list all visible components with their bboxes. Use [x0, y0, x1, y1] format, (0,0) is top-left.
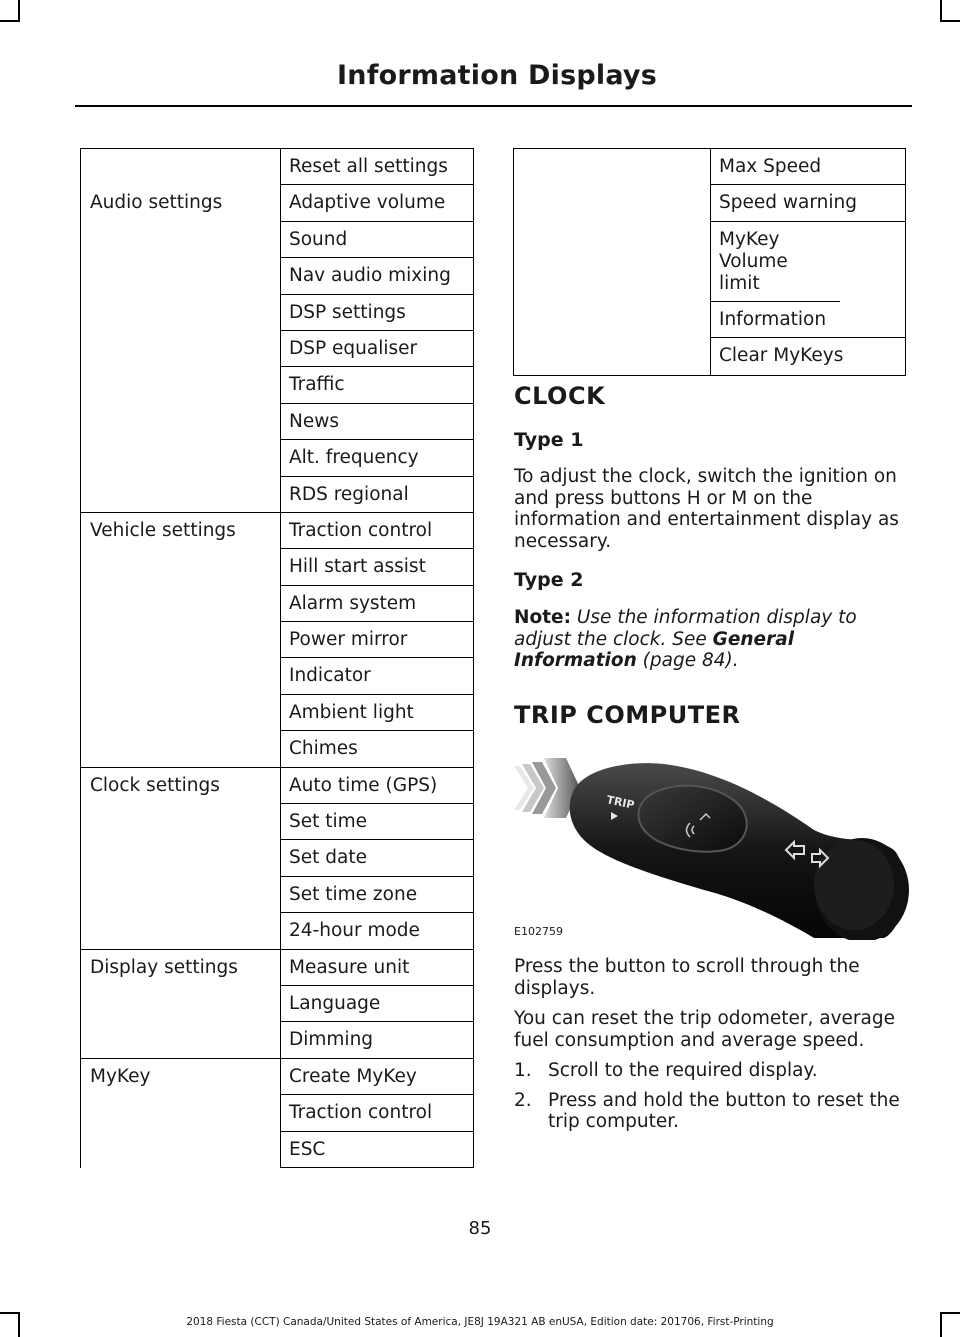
table-cell: Power mirror [280, 622, 474, 658]
settings-table [80, 148, 474, 1168]
table-cell: Speed warning [710, 185, 905, 221]
table-cell: Alarm system [280, 586, 474, 622]
table-right-rule [473, 1059, 474, 1168]
table-category: Vehicle settings [90, 519, 236, 541]
table-items [280, 768, 474, 950]
table-left-rule [80, 768, 81, 950]
table-cell: Alt. frequency [280, 440, 474, 476]
list-item-text: Scroll to the required display. [548, 1060, 818, 1081]
table-category: Display settings [90, 956, 238, 978]
table-items [280, 185, 474, 513]
table-items [280, 950, 474, 1059]
crop-mark [940, 0, 942, 22]
table-cell: Hill start assist [280, 549, 474, 585]
page-title: Information Displays [337, 60, 657, 91]
table-right-rule [473, 185, 474, 513]
table-category: Clock settings [90, 774, 220, 796]
table-cell: Create MyKey [280, 1059, 474, 1095]
table-cell: DSP settings [280, 295, 474, 331]
note-reference-link[interactable]: General Information [514, 628, 795, 671]
table-left-rule [80, 149, 81, 185]
table-cell: Language [280, 986, 474, 1022]
trip-button-stalk-illustration [514, 750, 909, 940]
page-number: 85 [468, 1218, 492, 1239]
table-group-reset [80, 149, 474, 185]
table-right-rule [473, 513, 474, 768]
table-category: Audio settings [90, 192, 223, 214]
list-item-text: Press and hold the button to reset the trip computer. [548, 1089, 900, 1132]
type2-heading: Type 2 [514, 569, 584, 591]
table-cell: Sound [280, 222, 474, 258]
note-page: (page 84). [642, 650, 739, 671]
table-cell: MyKey Volume limit [710, 222, 840, 302]
table-cell: Auto time (GPS) [280, 768, 474, 804]
table-cell: Chimes [280, 731, 474, 767]
table-items [280, 149, 474, 185]
table-cell: 24-hour mode [280, 913, 474, 949]
table-cell: Measure unit [280, 950, 474, 986]
table-cell: Set time zone [280, 877, 474, 913]
trip-steps-list [514, 1060, 909, 1141]
header-rule [75, 105, 912, 107]
table-group [80, 950, 474, 1059]
trip-paragraph-1: Press the button to scroll through the displays. [514, 956, 860, 999]
figure-id: E102759 [514, 925, 563, 938]
table-cell: Adaptive volume [280, 185, 474, 221]
table-cell: Max Speed [710, 149, 905, 185]
table-cell: Traction control [280, 1095, 474, 1131]
table-cell: Dimming [280, 1022, 474, 1058]
table-cell: Set date [280, 840, 474, 876]
table-cell: Nav audio mixing [280, 258, 474, 294]
table-cell: DSP equaliser [280, 331, 474, 367]
table-group [80, 513, 474, 768]
table-left-rule [80, 185, 81, 513]
table-cell: ESC [280, 1132, 474, 1168]
note-text: Use the information display to adjust the clock. See [514, 607, 857, 650]
table-right-rule [473, 950, 474, 1059]
note-paragraph [514, 607, 909, 672]
table-cell: Traffic [280, 367, 474, 403]
crop-mark [0, 1312, 20, 1314]
table-cell: RDS regional [280, 477, 474, 513]
crop-mark [940, 20, 960, 22]
table-right-rule [473, 149, 474, 185]
table-cell: Set time [280, 804, 474, 840]
type1-heading: Type 1 [514, 429, 584, 451]
table-category: MyKey [90, 1065, 151, 1087]
table-cell: Reset all settings [280, 149, 474, 185]
table-items [280, 1059, 474, 1168]
table-cell: Traction control [280, 513, 474, 549]
list-item-number: 2. [514, 1089, 532, 1111]
footer-text: 2018 Fiesta (CCT) Canada/United States of America, JE8J 19A321 AB enUSA, Edition date: 201706, First-Printing [186, 1316, 774, 1328]
list-item [514, 1090, 909, 1133]
table-items [710, 149, 905, 375]
note-label: Note: [514, 607, 571, 628]
table-items [280, 513, 474, 768]
table-left-rule [80, 950, 81, 1059]
table-group [80, 185, 474, 513]
mykey-table [513, 148, 906, 376]
table-cell: Clear MyKeys [710, 338, 905, 374]
clock-heading: CLOCK [514, 382, 606, 410]
crop-mark [18, 0, 20, 22]
table-left-rule [80, 1059, 81, 1168]
trip-paragraph-2: You can reset the trip odometer, average fuel consumption and average speed. [514, 1008, 896, 1051]
list-item-number: 1. [514, 1060, 532, 1081]
trip-label: TRIP [605, 793, 636, 812]
table-cell: Information [710, 302, 905, 338]
table-right-rule [473, 768, 474, 950]
crop-mark [0, 20, 20, 22]
table-group [80, 768, 474, 950]
table-cell: News [280, 404, 474, 440]
trip-heading: TRIP COMPUTER [514, 701, 741, 729]
table-cell: Ambient light [280, 695, 474, 731]
table-left-rule [80, 513, 81, 768]
type1-text: To adjust the clock, switch the ignition on and press buttons H or M on the information and entertainment display as necessary. [514, 466, 899, 552]
table-cell: Indicator [280, 658, 474, 694]
list-item [514, 1060, 909, 1082]
table-group [80, 1059, 474, 1168]
crop-mark [940, 1312, 960, 1314]
